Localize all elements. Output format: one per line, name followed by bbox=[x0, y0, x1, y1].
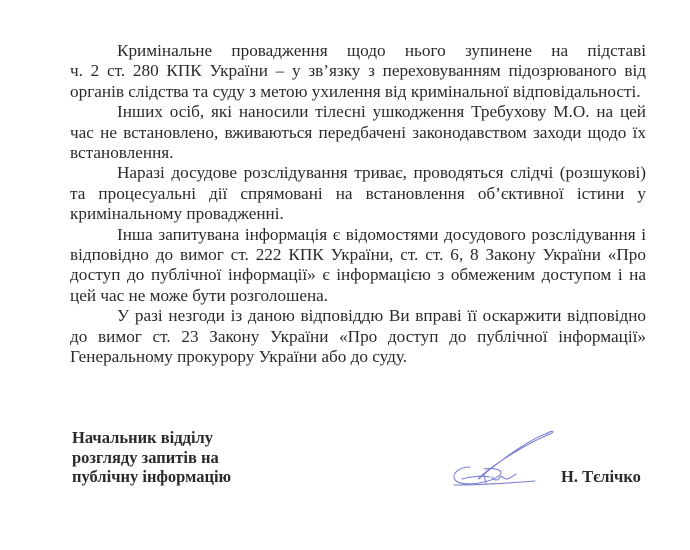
text-line: відповідно до вимог ст. 222 КПК України, ст. ст. 6, 8 Закону України «Про bbox=[70, 245, 646, 265]
paragraph-2 bbox=[70, 102, 646, 163]
paragraph-4 bbox=[70, 225, 646, 307]
handwritten-signature-icon bbox=[440, 425, 565, 490]
paragraph-3 bbox=[70, 163, 646, 224]
signatory-title-line: публічну інформацію bbox=[72, 467, 232, 486]
signatory-title-line: Начальник відділу bbox=[72, 428, 214, 447]
signatory-name: Н. Тєлічко bbox=[561, 467, 641, 486]
text-line: та процесуальні дії спрямовані на встановлення об’єктивної істини у bbox=[70, 183, 646, 203]
text-line: час не встановлено, вживаються передбачені законодавством заходи щодо їх bbox=[70, 122, 646, 142]
text-line: доступ до публічної інформації» є інформацією з обмеженим доступом і на bbox=[70, 265, 646, 285]
text-line: цей час не може бути розголошена. bbox=[70, 285, 329, 305]
text-line: У разі незгоди із даною відповіддю Ви вправі її оскаржити відповідно bbox=[117, 306, 646, 326]
text-line: Наразі досудове розслідування триває, проводяться слідчі (розшукові) bbox=[117, 163, 646, 183]
signatory-title bbox=[72, 428, 231, 487]
paragraph-5 bbox=[70, 306, 646, 367]
text-line: Кримінальне провадження щодо нього зупинене на підставі bbox=[117, 41, 646, 60]
text-line: до вимог ст. 23 Закону України «Про доступ до публічної інформації» bbox=[70, 326, 646, 346]
letter-body bbox=[70, 41, 646, 368]
text-line: ч. 2 ст. 280 КПК України – у зв’язку з переховуванням підозрюваного від bbox=[70, 61, 646, 81]
paragraph-1 bbox=[70, 41, 646, 102]
text-line: Генеральному прокурору України або до суду. bbox=[70, 347, 408, 367]
text-line: встановлення. bbox=[70, 143, 174, 163]
signatory-title-line: розгляду запитів на bbox=[72, 447, 219, 467]
text-line: Інша запитувана інформація є відомостями досудового розслідування і bbox=[117, 224, 646, 244]
text-line: кримінальному провадженні. bbox=[70, 204, 284, 224]
text-line: органів слідства та суду з метою ухилення від кримінальної відповідальності. bbox=[70, 81, 641, 101]
text-line: Інших осіб, які наносили тілесні ушкодження Требухову М.О. на цей bbox=[117, 102, 646, 122]
